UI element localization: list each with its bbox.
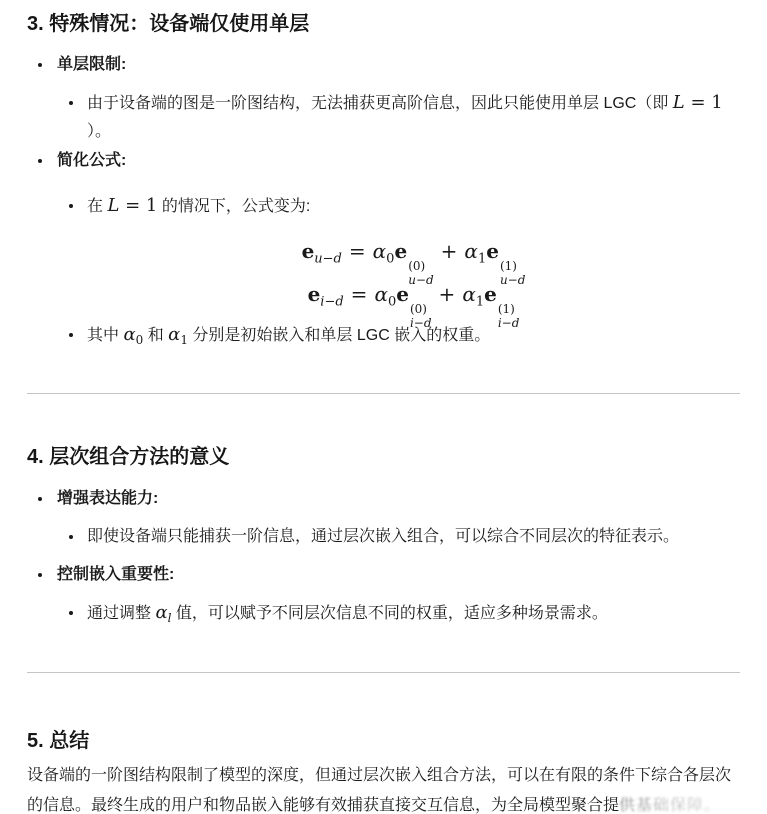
math-plus: + [440,239,458,263]
text-segment: 的情况下，公式变为: [157,198,311,215]
inline-math-alpha: α [155,602,168,623]
bullet-column [69,321,87,337]
list-item-label: 增强表达能力: [57,490,159,507]
math-equals: = [348,239,366,263]
bullet-icon [38,159,42,163]
text-segment: 的信息。最终生成的用户和物品嵌入能够有效捕获直接交互信息，为全局模型聚合提 [27,797,620,814]
math-bold-e: e [486,239,499,263]
inline-math-subscript: 0 [135,333,144,348]
math-subscript: i−d [497,316,520,331]
section-4-heading: 4. 层次组合方法的意义 [27,446,230,468]
bullet-column [69,192,87,208]
math-bold-e: e [307,282,321,306]
list-item-content [87,192,740,331]
bullet-column [27,147,57,163]
text-segment: 在 [87,198,108,215]
bullet-icon [69,204,73,208]
list-item-weights-note [69,321,740,350]
math-alpha: α [372,239,387,263]
list-item-embedding-importance-detail [69,599,740,628]
inline-math-variable: L [672,92,685,113]
math-subscript: 1 [475,294,485,310]
math-subscript: i−d [320,294,344,310]
text-segment: 通过调整 [87,605,156,622]
math-subscript: i−d [409,316,432,331]
list-item-text [87,599,740,628]
list-item-embedding-importance [27,561,740,589]
math-subscript: 0 [387,294,397,310]
math-equals: = [350,282,368,306]
list-item-text [87,89,740,146]
equation-item-embedding [87,273,740,331]
section-3-heading: 3. 特殊情况：设备端仅使用单层 [27,13,310,35]
list-item-expressiveness [27,485,740,513]
bullet-icon [69,535,73,539]
inline-math-variable: L [107,195,120,216]
summary-paragraph [27,761,740,814]
document [0,10,767,814]
math-subscript: u−d [314,251,342,267]
list-item-content [57,51,740,79]
math-superscript: (1) [499,259,517,274]
bullet-icon [38,497,42,501]
section-5-heading: 5. 总结 [27,730,90,752]
bullet-icon [38,573,42,577]
list-item-content [87,321,740,350]
bullet-icon [38,63,42,67]
list-item-simplified-formula [27,147,740,175]
inline-math-subscript: 1 [180,333,188,348]
inline-math-alpha: α [168,324,181,345]
math-bold-e: e [396,282,409,306]
text-segment: 值，可以赋予不同层次信息不同的权重，适应多种场景需求。 [171,605,608,622]
bullet-icon [69,101,73,105]
bullet-icon [69,611,73,615]
inline-math-alpha: α [123,324,136,345]
list-item-label: 简化公式: [57,152,127,169]
math-plus: + [438,282,456,306]
text-segment: 其中 [87,327,124,344]
bullet-column [69,523,87,539]
list-item-label: 控制嵌入重要性: [57,566,175,583]
inline-math-rest: = 1 [119,195,158,216]
text-segment: 分别是初始嵌入和单层 LGC 嵌入的权重。 [187,327,491,344]
math-subscript: u−d [499,273,526,288]
math-superscript: (0) [408,259,426,274]
list-item-text: 即使设备端只能捕获一阶信息，通过层次嵌入组合，可以综合不同层次的特征表示。 [87,528,680,545]
list-item-expressiveness-detail [69,523,740,551]
math-alpha: α [464,239,478,263]
list-item-text [87,321,740,350]
list-item-content [87,599,740,628]
bullet-column [69,89,87,105]
inline-math-subscript: l [167,611,172,626]
list-item-single-layer-detail [69,89,740,146]
math-subscript: 1 [477,251,487,267]
text-segment: 和 [143,327,169,344]
text-segment: ）。 [87,123,112,140]
section-divider [27,672,740,673]
math-bold-e: e [484,282,497,306]
bullet-icon [69,333,73,337]
obscured-text-tail: 供基础保障。 [619,797,722,814]
bullet-column [27,485,57,501]
math-superscript: (0) [409,302,427,317]
math-superscript: (1) [497,302,515,317]
bullet-column [27,51,57,67]
list-item-single-layer-limit [27,51,740,79]
inline-math-rest: = 1 [684,92,723,113]
list-item-content [57,561,740,589]
math-alpha: α [374,282,388,306]
math-subscript: 0 [386,251,395,267]
list-item-formula-intro [69,192,740,331]
math-bold-e: e [301,239,315,263]
equation-user-embedding [87,233,740,288]
list-item-content [57,147,740,175]
list-item-content [57,485,740,513]
section-divider [27,393,740,394]
bullet-column [27,561,57,577]
math-subscript: u−d [408,273,434,288]
text-segment: 由于设备端的图是一阶图结构，无法捕获更高阶信息，因此只能使用单层 LGC（即 [87,95,673,112]
text-segment: 设备端的一阶图结构限制了模型的深度，但通过层次嵌入组合方法，可以在有限的条件下综合各层次 [27,767,732,784]
math-bold-e: e [394,239,408,263]
list-item-content [87,523,740,551]
math-alpha: α [462,282,476,306]
list-item-content [87,89,740,146]
list-item-text [87,192,740,221]
bullet-column [69,599,87,615]
list-item-label: 单层限制: [57,56,127,73]
